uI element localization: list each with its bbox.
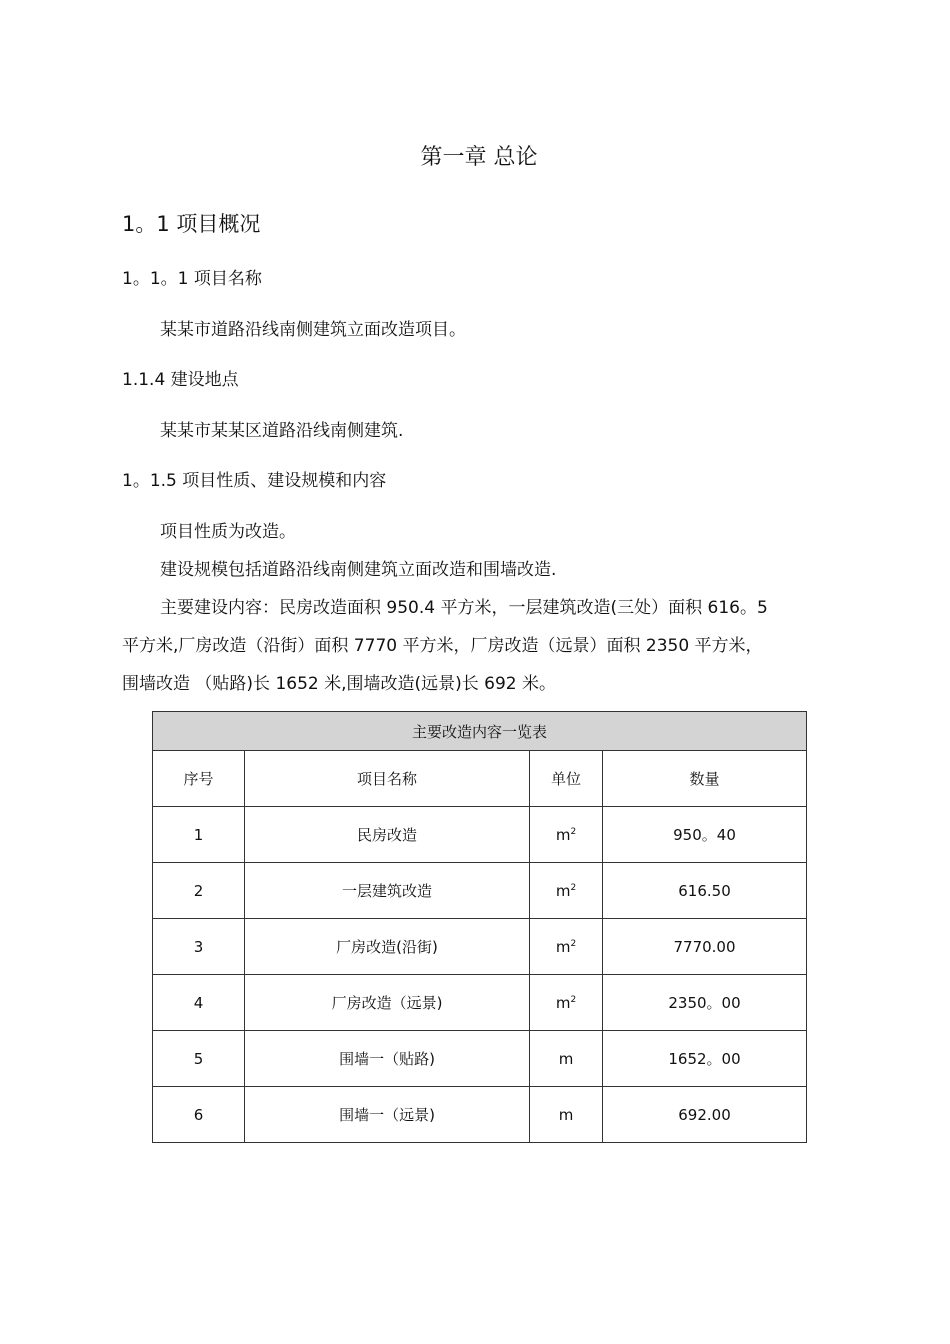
subsection-heading-project-name: 1。1。1 项目名称 bbox=[122, 269, 262, 289]
subsection-heading-location: 1.1.4 建设地点 bbox=[122, 370, 239, 390]
table-row bbox=[153, 975, 807, 1031]
cell-name: 厂房改造（远景) bbox=[245, 975, 530, 1031]
cell-name: 一层建筑改造 bbox=[245, 863, 530, 919]
content-line-3: 围墙改造 （贴路)长 1652 米,围墙改造(远景)长 692 米。 bbox=[122, 674, 557, 694]
content-line-2: 平方米,厂房改造（沿街）面积 7770 平方米，厂房改造（远景）面积 2350 平方米， bbox=[122, 636, 763, 656]
cell-no: 4 bbox=[153, 975, 245, 1031]
header-no: 序号 bbox=[153, 751, 245, 807]
cell-name: 围墙一（远景) bbox=[245, 1087, 530, 1143]
cell-no: 5 bbox=[153, 1031, 245, 1087]
header-qty: 数量 bbox=[603, 751, 807, 807]
scale-text: 建设规模包括道路沿线南侧建筑立面改造和围墙改造. bbox=[160, 560, 557, 580]
cell-unit: m bbox=[530, 1087, 603, 1143]
table-row bbox=[153, 807, 807, 863]
cell-name: 围墙一（贴路) bbox=[245, 1031, 530, 1087]
project-name-text: 某某市道路沿线南侧建筑立面改造项目。 bbox=[160, 320, 466, 340]
cell-qty: 7770.00 bbox=[603, 919, 807, 975]
cell-unit: $m^2$ bbox=[530, 863, 603, 919]
cell-name: 厂房改造(沿街) bbox=[245, 919, 530, 975]
table-row bbox=[153, 1087, 807, 1143]
content-paragraph bbox=[122, 589, 842, 703]
cell-unit: $m^2$ bbox=[530, 975, 603, 1031]
summary-table bbox=[152, 711, 807, 1143]
chapter-title: 第一章 总论 bbox=[420, 145, 538, 170]
cell-no: 2 bbox=[153, 863, 245, 919]
cell-qty: 1652。00 bbox=[603, 1031, 807, 1087]
nature-text: 项目性质为改造。 bbox=[160, 522, 296, 542]
cell-qty: 950。40 bbox=[603, 807, 807, 863]
cell-qty: 616.50 bbox=[603, 863, 807, 919]
location-text: 某某市某某区道路沿线南侧建筑. bbox=[160, 421, 404, 441]
cell-no: 1 bbox=[153, 807, 245, 863]
cell-name: 民房改造 bbox=[245, 807, 530, 863]
cell-no: 6 bbox=[153, 1087, 245, 1143]
cell-unit: m bbox=[530, 1031, 603, 1087]
cell-unit: $m^2$ bbox=[530, 807, 603, 863]
section-heading: 1。1 项目概况 bbox=[122, 212, 261, 236]
table-row bbox=[153, 1031, 807, 1087]
header-unit: 单位 bbox=[530, 751, 603, 807]
cell-qty: 692.00 bbox=[603, 1087, 807, 1143]
cell-no: 3 bbox=[153, 919, 245, 975]
table-row bbox=[153, 863, 807, 919]
table-caption: 主要改造内容一览表 bbox=[153, 712, 807, 751]
subsection-heading-nature-scale: 1。1.5 项目性质、建设规模和内容 bbox=[122, 471, 387, 491]
table-row bbox=[153, 919, 807, 975]
cell-unit: $m^2$ bbox=[530, 919, 603, 975]
content-line-1: 主要建设内容：民房改造面积 950.4 平方米，一层建筑改造(三处）面积 616。5 bbox=[160, 598, 768, 618]
cell-qty: 2350。00 bbox=[603, 975, 807, 1031]
header-name: 项目名称 bbox=[245, 751, 530, 807]
